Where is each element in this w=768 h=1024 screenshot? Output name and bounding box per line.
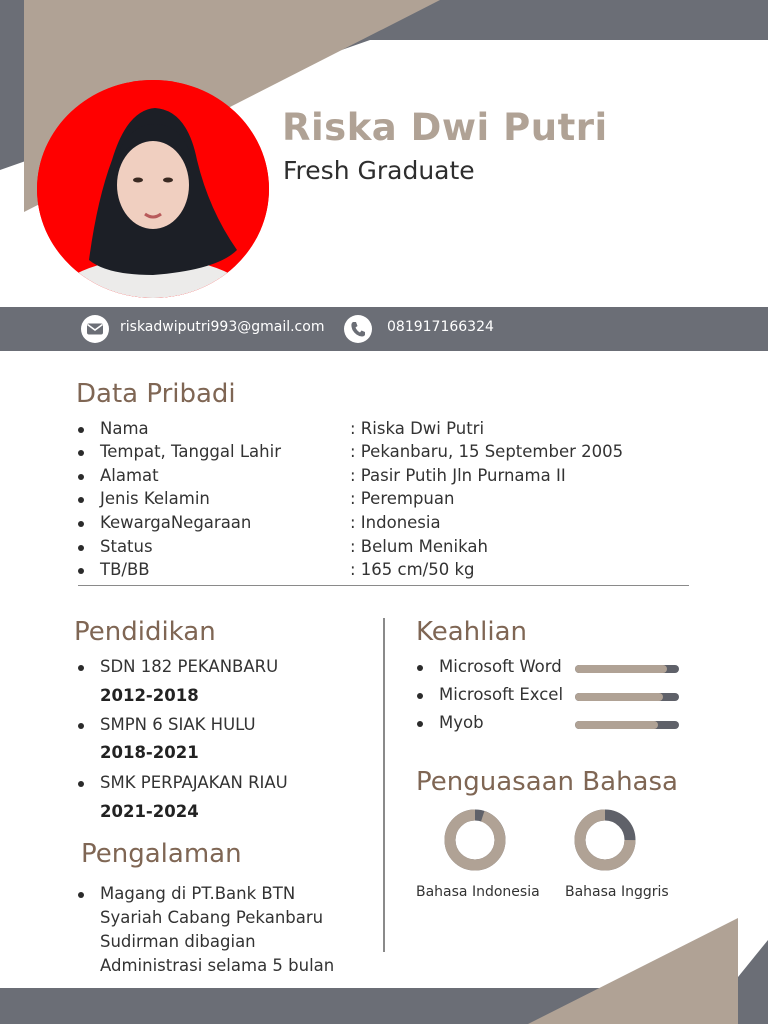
data-row: KewargaNegaraan : Indonesia: [78, 513, 698, 536]
mail-icon: [81, 315, 109, 343]
profile-photo: [37, 80, 269, 298]
skill-bar: [575, 693, 679, 701]
pendidikan-title: Pendidikan: [74, 617, 216, 647]
section-divider: [78, 585, 689, 586]
contact-bar: [0, 307, 768, 351]
data-row: Jenis Kelamin : Perempuan: [78, 489, 698, 512]
skill-bar-fill: [575, 721, 658, 729]
profile-name: Riska Dwi Putri: [282, 106, 608, 149]
data-row: Nama : Riska Dwi Putri: [78, 419, 698, 442]
skill-bar-fill: [575, 693, 663, 701]
experience-line: Administrasi selama 5 bulan: [100, 956, 335, 975]
bahasa-title: Penguasaan Bahasa: [416, 767, 678, 797]
bottom-gray-shape: [0, 988, 600, 1024]
skill-bar: [575, 665, 679, 673]
language-label: Bahasa Indonesia: [416, 884, 540, 900]
phone-icon: [344, 315, 372, 343]
education-years: 2012-2018: [100, 686, 199, 705]
phone-text[interactable]: 081917166324: [387, 319, 494, 335]
email-text[interactable]: riskadwiputri993@gmail.com: [120, 319, 325, 335]
language-label: Bahasa Inggris: [565, 884, 669, 900]
data-row: Status : Belum Menikah: [78, 537, 698, 560]
education-years: 2018-2021: [100, 743, 199, 762]
data-row: Tempat, Tanggal Lahir : Pekanbaru, 15 September 2005: [78, 442, 698, 465]
experience-line: Syariah Cabang Pekanbaru: [100, 908, 324, 927]
education-years: 2021-2024: [100, 802, 199, 821]
data-pribadi-title: Data Pribadi: [76, 379, 236, 409]
language-donut: [572, 807, 638, 873]
skill-bar: [575, 721, 679, 729]
pengalaman-title: Pengalaman: [81, 839, 242, 869]
skill-bar-fill: [575, 665, 667, 673]
column-divider: [383, 618, 385, 952]
language-donut: [442, 807, 508, 873]
keahlian-title: Keahlian: [416, 617, 528, 647]
data-row: Alamat : Pasir Putih Jln Purnama II: [78, 466, 698, 489]
data-row: TB/BB : 165 cm/50 kg: [78, 560, 698, 583]
experience-line: Sudirman dibagian: [100, 932, 256, 951]
profile-role: Fresh Graduate: [283, 156, 475, 185]
